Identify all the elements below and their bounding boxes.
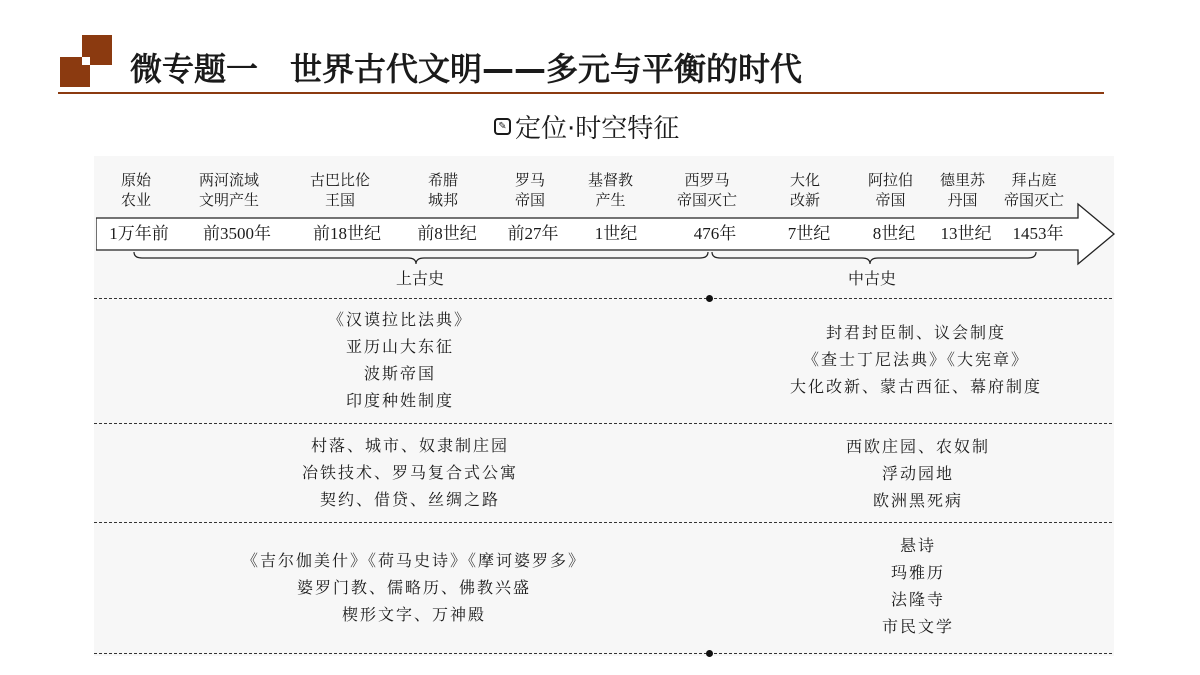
event-label-1: 两河流域 文明产生 — [199, 171, 260, 209]
event-year-3: 前8世纪 — [417, 224, 477, 243]
period-braces — [130, 250, 1040, 266]
event-label-0: 原始 农业 — [121, 171, 152, 209]
period-medieval: 中古史 — [847, 269, 897, 288]
row1-ancient: 《汉谟拉比法典》 亚历山大东征 波斯帝国 印度种姓制度 — [327, 310, 473, 410]
page-title: 微专题一 世界古代文明——多元与平衡的时代 — [130, 50, 803, 88]
divider-4 — [94, 653, 1112, 654]
row1-medieval: 封君封臣制、议会制度 《查士丁尼法典》《大宪章》 大化改新、蒙古西征、幕府制度 — [789, 323, 1043, 396]
event-label-7: 大化 改新 — [790, 171, 821, 209]
event-year-4: 前27年 — [507, 224, 559, 243]
title-divider — [58, 92, 1104, 94]
event-year-0: 1万年前 — [109, 224, 169, 243]
divider-dot-top — [706, 295, 713, 302]
event-label-6: 西罗马 帝国灭亡 — [677, 171, 738, 209]
row3-ancient: 《吉尔伽美什》《荷马史诗》《摩诃婆罗多》 婆罗门教、儒略历、佛教兴盛 楔形文字、万神殿 — [241, 551, 587, 624]
event-year-2: 前18世纪 — [313, 224, 381, 243]
divider-1 — [94, 298, 1112, 299]
event-label-3: 希腊 城邦 — [428, 171, 459, 209]
event-label-10: 拜占庭 帝国灭亡 — [1004, 171, 1065, 209]
divider-2 — [94, 423, 1112, 424]
event-label-9: 德里苏 丹国 — [940, 171, 986, 209]
event-year-9: 13世纪 — [940, 224, 992, 243]
event-label-5: 基督教 产生 — [588, 171, 634, 209]
event-label-8: 阿拉伯 帝国 — [868, 171, 914, 209]
event-year-1: 前3500年 — [203, 224, 271, 243]
row2-medieval: 西欧庄园、农奴制 浮动园地 欧洲黑死病 — [845, 437, 991, 510]
event-year-8: 8世纪 — [872, 224, 916, 243]
section-subtitle — [494, 108, 679, 145]
divider-dot-bottom — [706, 650, 713, 657]
event-label-4: 罗马 帝国 — [515, 171, 546, 209]
row2-ancient: 村落、城市、奴隶制庄园 冶铁技术、罗马复合式公寓 契约、借贷、丝绸之路 — [301, 436, 519, 509]
event-year-7: 7世纪 — [787, 224, 831, 243]
event-label-2: 古巴比伦 王国 — [310, 171, 371, 209]
event-year-6: 476年 — [693, 224, 737, 243]
subtitle-text: 定位·时空特征 — [515, 114, 680, 144]
event-year-10: 1453年 — [1012, 224, 1064, 243]
row3-medieval: 悬诗 玛雅历 法隆寺 市民文学 — [881, 536, 955, 636]
logo-mark — [60, 35, 116, 91]
divider-3 — [94, 522, 1112, 523]
period-ancient: 上古史 — [395, 269, 445, 288]
event-year-5: 1世纪 — [594, 224, 638, 243]
speech-bubble-icon: ✎ — [494, 118, 511, 135]
